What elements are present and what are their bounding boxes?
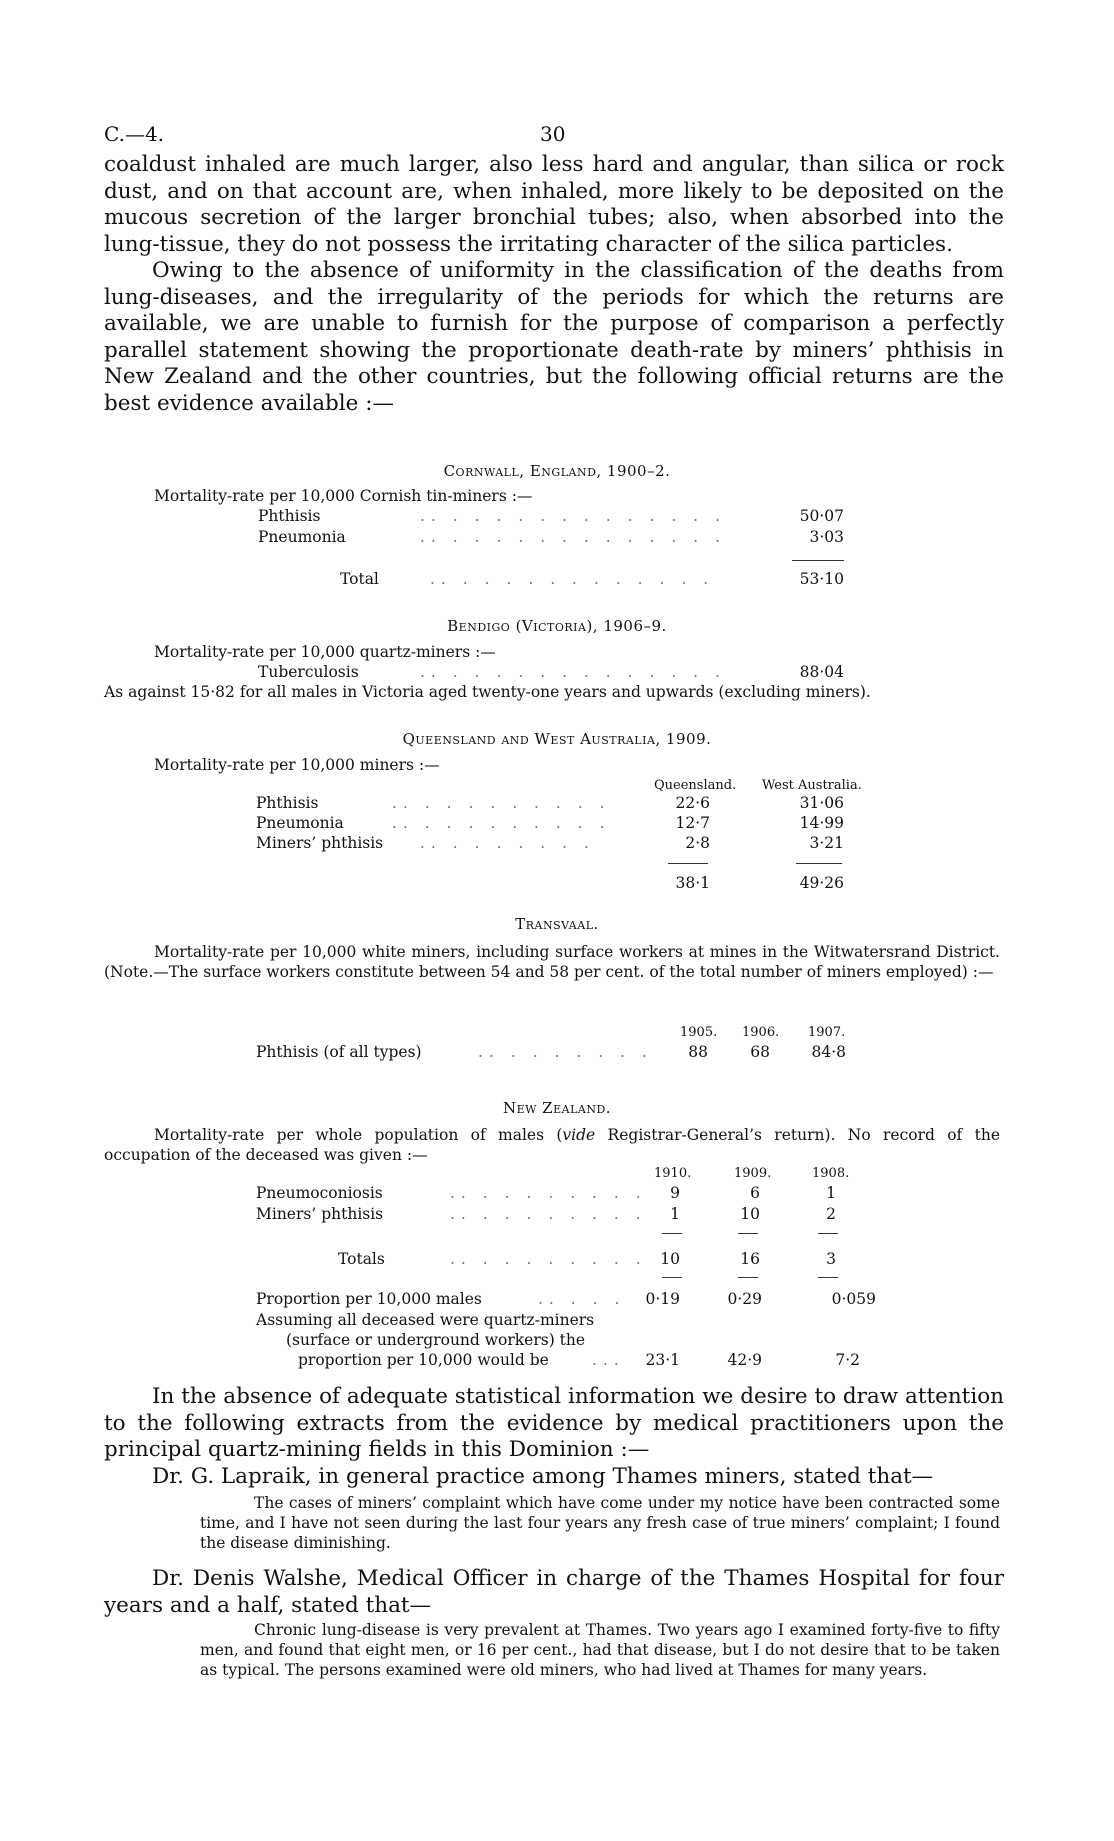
nz-intro-text: Registrar-General’s return). No record of the occupation of the deceased was given :— [104,1126,1000,1164]
queensland-row-label: Miners’ phthisis [256,834,384,852]
transvaal-row-label: Phthisis (of all types) [256,1043,422,1061]
cornwall-total-label: Total [340,570,379,588]
transvaal-value: 68 [750,1043,770,1061]
west-australia-value: 14·99 [799,814,844,832]
nz-proportion: 0·29 [727,1290,762,1308]
cornwall-value: 3·03 [809,528,844,546]
leader-dots: .. . . . . . . . . . . . . . [420,663,726,681]
cornwall-value: 50·07 [799,507,844,525]
nz-proportion: 0·059 [831,1290,876,1308]
leader-dots: ... [592,1351,625,1369]
heading-transvaal: Transvaal. [515,915,599,933]
leader-dots: .. . . . . . . . . [450,1205,647,1223]
year-header: 1907. [808,1025,846,1040]
cornwall-intro: Mortality-rate per 10,000 Cornish tin-miners :— [154,487,533,505]
rule [662,1277,682,1278]
leader-dots: .. . . . . . . . . . [392,794,611,812]
nz-intro-vide: vide [562,1126,596,1144]
page-number: 30 [540,122,566,146]
leader-dots: .. . . . . . . . [478,1043,653,1061]
leader-dots: .. . . . [538,1290,626,1308]
year-header: 1906. [742,1025,780,1040]
nz-assumption-line: (surface or underground workers) the [286,1331,586,1349]
nz-row-label: Miners’ phthisis [256,1205,384,1223]
rule [818,1233,838,1234]
rule [662,1233,682,1234]
nz-intro-text: Mortality-rate per whole population of males ( [154,1126,563,1144]
queensland-value: 22·6 [675,794,710,812]
year-header: 1908. [812,1166,850,1181]
cornwall-total-value: 53·10 [799,570,844,588]
rule [792,560,844,561]
west-australia-value: 3·21 [809,834,844,852]
paragraph-evidence: In the absence of adequate statistical information we desire to draw attention to the following extracts from the evidence by medical practitioners upon the principal quartz-mining fields in this Dominion :— [104,1384,1004,1462]
queensland-total: 38·1 [675,874,710,892]
year-header: 1909. [734,1166,772,1181]
paragraph-uniformity: Owing to the absence of uniformity in the classification of the deaths from lung-diseases, and the irregularity of the periods for which the returns are available, we are unable to furnish for the purpose of comparison a perfectly parallel statement showing the proportionate death-rate by miners’ phthisis in New Zealand and the other countries, but the following official returns are the best evidence available :— [104,258,1004,416]
bendigo-row-label: Tuberculosis [258,663,359,681]
nz-value: 1 [826,1184,836,1202]
leader-dots: .. . . . . . . . [420,834,595,852]
quote-walshe: Chronic lung-disease is very prevalent at Thames. Two years ago I examined forty-five to fifty men, and found that eight men, or 16 per cent., had that disease, but I do not desire that to be taken as typical. The persons examined were old miners, who had lived at Thames for many years. [200,1621,1000,1679]
heading-bendigo: Bendigo (Victoria), 1906–9. [447,617,667,635]
column-header-queensland: Queensland. [654,778,737,793]
nz-total: 16 [740,1250,760,1268]
leader-dots: .. . . . . . . . . . . . . . [420,528,726,546]
nz-assumed-value: 7·2 [835,1351,860,1369]
nz-assumed-value: 42·9 [727,1351,762,1369]
west-australia-total: 49·26 [799,874,844,892]
rule [738,1233,758,1234]
heading-cornwall: Cornwall, England, 1900–2. [443,462,671,480]
rule [796,863,842,864]
nz-value: 1 [670,1205,680,1223]
leader-dots: .. . . . . . . . . . . . . . [420,507,726,525]
transvaal-intro: Mortality-rate per 10,000 white miners, including surface workers at mines in the Witwatersrand District. (Note.—The surface workers constitute between 54 and 58 per cent. of the total number of miners employed) :— [104,943,1000,981]
paragraph-walshe: Dr. Denis Walshe, Medical Officer in charge of the Thames Hospital for four years and a half, stated that— [104,1566,1004,1618]
leader-dots: .. . . . . . . . . [450,1250,647,1268]
nz-value: 10 [740,1205,760,1223]
paragraph-lapraik: Dr. G. Lapraik, in general practice among Thames miners, stated that— [152,1464,934,1489]
rule [818,1277,838,1278]
leader-dots: .. . . . . . . . . . . . . [430,570,715,588]
nz-proportion: 0·19 [645,1290,680,1308]
cornwall-row-label: Phthisis [258,507,321,525]
west-australia-value: 31·06 [799,794,844,812]
nz-assumed-value: 23·1 [645,1351,680,1369]
nz-assumption-line: proportion per 10,000 would be [298,1351,549,1369]
rule [668,863,708,864]
series-code: C.—4. [104,122,165,146]
nz-assumption-line: Assuming all deceased were quartz-miners [256,1311,595,1329]
transvaal-value: 84·8 [811,1043,846,1061]
queensland-value: 2·8 [685,834,710,852]
queensland-row-label: Pneumonia [256,814,344,832]
nz-value: 6 [750,1184,760,1202]
nz-value: 2 [826,1205,836,1223]
paragraph-coaldust: coaldust inhaled are much larger, also less hard and angular, than silica or rock dust, and on that account are, when inhaled, more likely to be deposited on the mucous secretion of the larger bronchial tubes; also, when absorbed into the lung-tissue, they do not possess the irritating character of the silica particles. [104,152,1004,257]
year-header: 1905. [680,1025,718,1040]
bendigo-intro: Mortality-rate per 10,000 quartz-miners :— [154,643,496,661]
cornwall-row-label: Pneumonia [258,528,346,546]
nz-totals-label: Totals [338,1250,385,1268]
bendigo-note: As against 15·82 for all males in Victoria aged twenty-one years and upwards (excluding miners). [104,683,871,701]
rule [738,1277,758,1278]
heading-queensland: Queensland and West Australia, 1909. [402,730,712,748]
queensland-intro: Mortality-rate per 10,000 miners :— [154,756,440,774]
nz-proportion-label: Proportion per 10,000 males [256,1290,482,1308]
nz-value: 9 [670,1184,680,1202]
nz-total: 3 [826,1250,836,1268]
heading-new-zealand: New Zealand. [502,1099,612,1117]
nz-total: 10 [660,1250,680,1268]
transvaal-value: 88 [688,1043,708,1061]
year-header: 1910. [654,1166,692,1181]
nz-intro [104,1125,1000,1165]
bendigo-value: 88·04 [799,663,844,681]
leader-dots: .. . . . . . . . . [450,1184,647,1202]
queensland-row-label: Phthisis [256,794,319,812]
queensland-value: 12·7 [675,814,710,832]
quote-lapraik: The cases of miners’ complaint which have come under my notice have been contracted some time, and I have not seen during the last four years any fresh case of true miners’ complaint; I found the disease diminishing. [200,1494,1000,1552]
nz-row-label: Pneumoconiosis [256,1184,383,1202]
leader-dots: .. . . . . . . . . . [392,814,611,832]
column-header-west-australia: West Australia. [762,778,862,793]
